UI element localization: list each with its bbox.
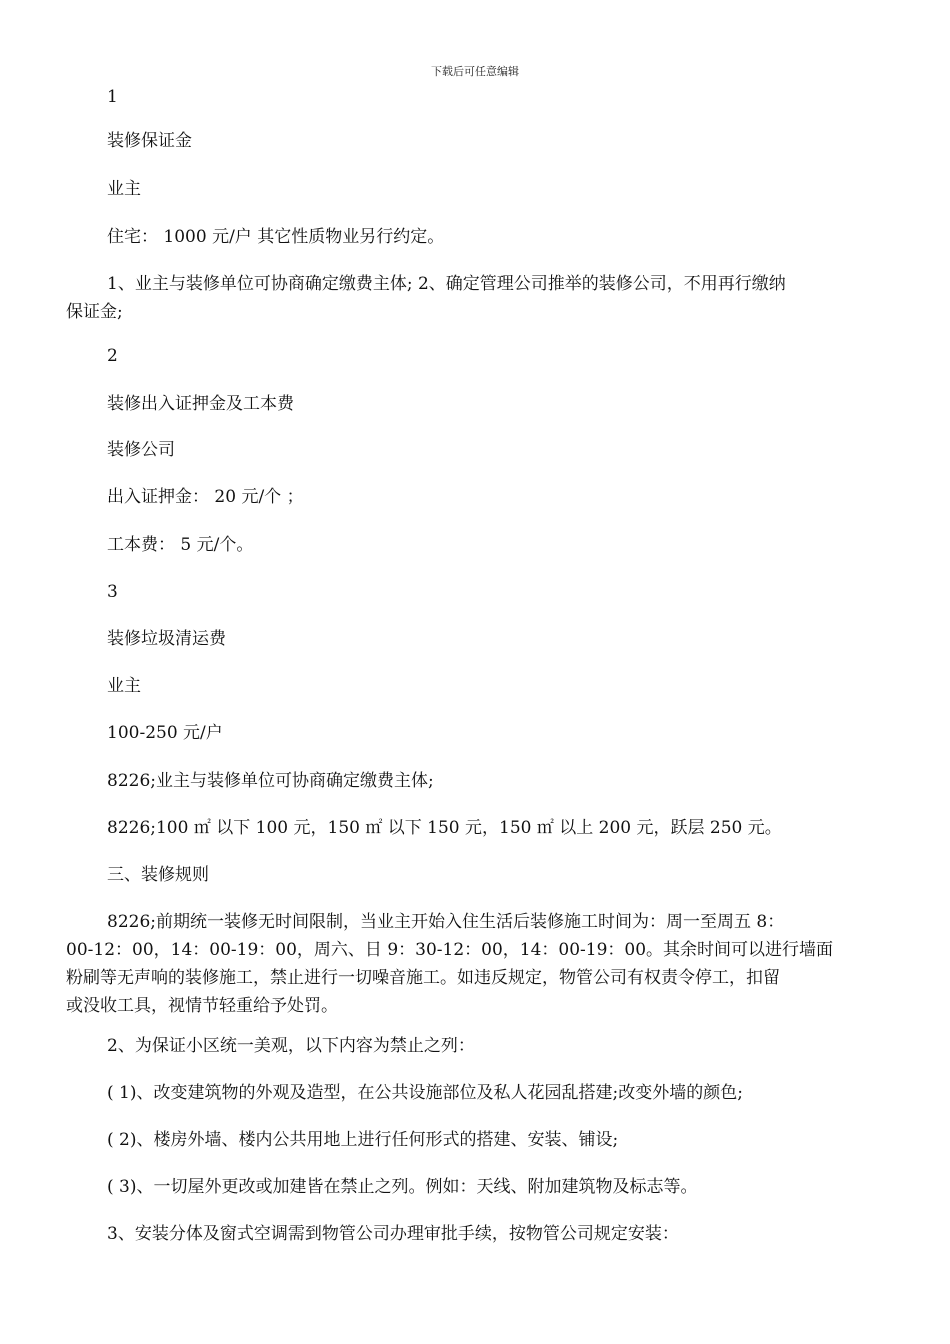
rule-2-item-2: ( 2)、楼房外墙、楼内公共用地上进行任何形式的搭建、安装、铺设; [107, 1130, 619, 1150]
item-fee-garbage: 100-250 元/户 [107, 723, 223, 743]
page-header: 下载后可任意编辑 [431, 65, 519, 78]
rules-time-line: 或没收工具，视情节轻重给予处罚。 [66, 996, 338, 1016]
item-fee-cost: 工本费： 5 元/个。 [107, 535, 254, 555]
section-heading-rules: 三、装修规则 [107, 865, 209, 885]
item-number-1: 1 [107, 87, 118, 107]
rules-time-line: 8226;前期统一装修无时间限制，当业主开始入住生活后装修施工时间为：周一至周五 8： [107, 912, 785, 932]
garbage-note-2: 8226;100 ㎡ 以下 100 元，150 ㎡ 以下 150 元，150 ㎡ 以上 200 元，跃层 250 元。 [107, 818, 782, 838]
item-title-garbage: 装修垃圾清运费 [107, 629, 226, 649]
rules-time-paragraph [66, 908, 886, 1020]
rule-2-heading: 2、为保证小区统一美观，以下内容为禁止之列： [107, 1036, 475, 1056]
garbage-note-1: 8226;业主与装修单位可协商确定缴费主体; [107, 771, 434, 791]
item-fee-residential: 住宅： 1000 元/户 其它性质物业另行约定。 [107, 227, 445, 247]
rule-2-item-3: ( 3)、一切屋外更改或加建皆在禁止之列。例如：天线、附加建筑物及标志等。 [107, 1177, 698, 1197]
deposit-note-line: 1、业主与装修单位可协商确定缴费主体; 2、确定管理公司推举的装修公司，不用再行缴纳 [107, 274, 786, 294]
deposit-note-line: 保证金; [66, 302, 123, 322]
item-title-pass-deposit: 装修出入证押金及工本费 [107, 394, 294, 414]
item-payer-company: 装修公司 [107, 440, 175, 460]
item-title-deposit: 装修保证金 [107, 131, 192, 151]
item-fee-pass: 出入证押金： 20 元/个 ； [107, 487, 304, 507]
item-number-2: 2 [107, 346, 118, 366]
rules-time-line: 粉刷等无声响的装修施工，禁止进行一切噪音施工。如违反规定，物管公司有权责令停工，扣留 [66, 968, 780, 988]
deposit-note-paragraph [66, 270, 886, 326]
rule-3-heading: 3、安装分体及窗式空调需到物管公司办理审批手续，按物管公司规定安装： [107, 1224, 679, 1244]
rules-time-line: 00-12：00，14：00-19：00，周六、日 9：30-12：00，14：00-19：00。其余时间可以进行墙面 [66, 940, 834, 960]
item-payer-owner: 业主 [107, 179, 141, 199]
rule-2-item-1: ( 1)、改变建筑物的外观及造型，在公共设施部位及私人花园乱搭建;改变外墙的颜色; [107, 1083, 743, 1103]
item-number-3: 3 [107, 582, 118, 602]
item-payer-owner-2: 业主 [107, 676, 141, 696]
